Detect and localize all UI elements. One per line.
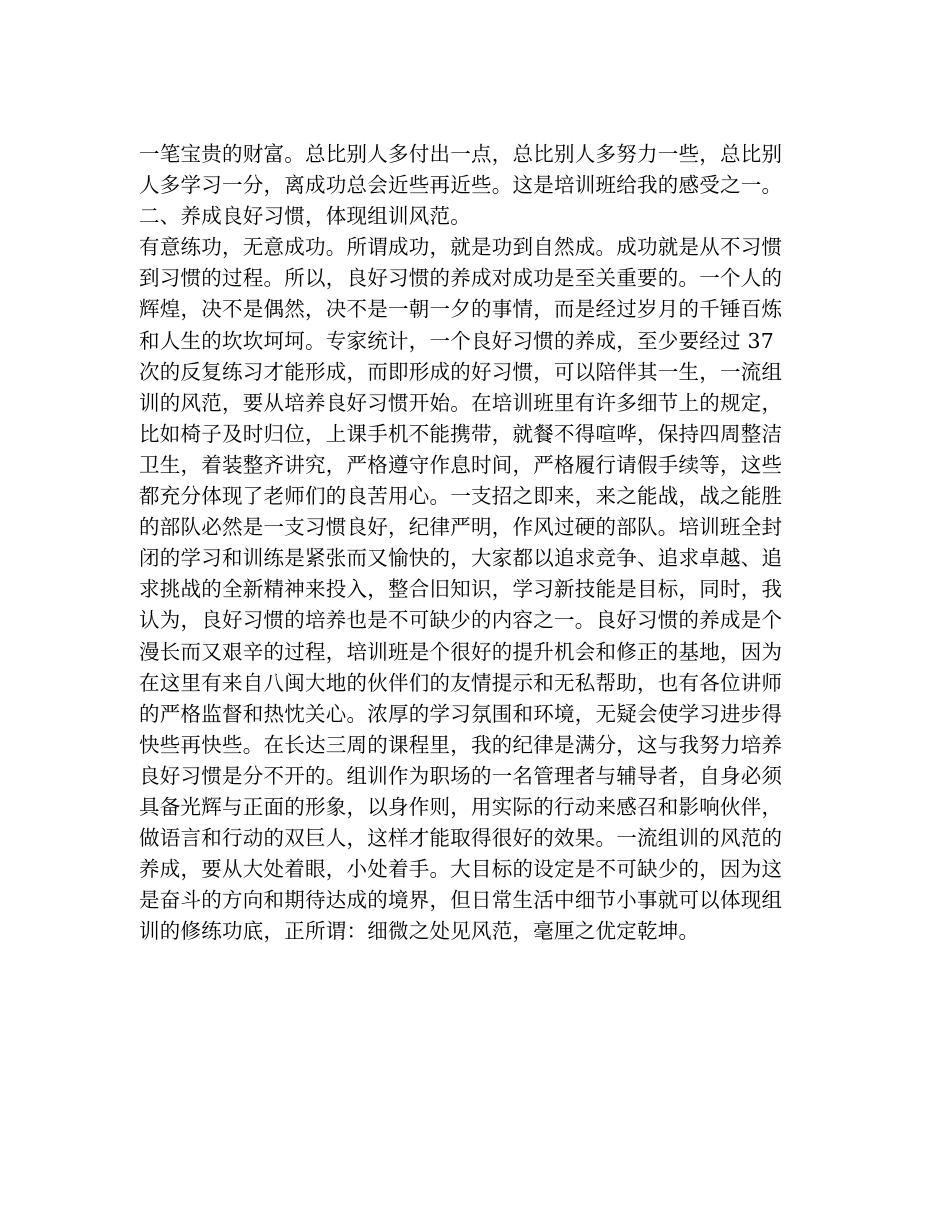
text-line-18: 在这里有来自八闽大地的伙伴们的友情提示和无私帮助，也有各位讲师 (139, 670, 783, 695)
text-line-16: 认为，良好习惯的培养也是不可缺少的内容之一。良好习惯的养成是个 (139, 608, 783, 633)
text-line-23: 做语言和行动的双巨人，这样才能取得很好的效果。一流组训的风范的 (139, 826, 783, 851)
text-line-11: 卫生，着装整齐讲究，严格遵守作息时间，严格履行请假手续等，这些 (139, 452, 783, 477)
text-line-4: 有意练功，无意成功。所谓成功，就是功到自然成。成功就是从不习惯 (139, 235, 783, 260)
text-line-8: 次的反复练习才能形成，而即形成的好习惯，可以陪伴其一生，一流组 (139, 359, 783, 384)
text-line-9: 训的风范，要从培养良好习惯开始。在培训班里有许多细节上的规定， (139, 390, 783, 415)
text-line-19: 的严格监督和热忱关心。浓厚的学习氛围和环境，无疑会使学习进步得 (139, 701, 783, 726)
text-line-2: 人多学习一分，离成功总会近些再近些。这是培训班给我的感受之一。 (139, 173, 783, 198)
text-line-26: 训的修练功底，正所谓：细微之处见风范，毫厘之优定乾坤。 (139, 919, 700, 944)
text-line-24: 养成，要从大处着眼，小处着手。大目标的设定是不可缺少的，因为这 (139, 857, 783, 882)
text-line-25: 是奋斗的方向和期待达成的境界，但日常生活中细节小事就可以体现组 (139, 888, 783, 913)
text-line-17: 漫长而又艰辛的过程，培训班是个很好的提升机会和修正的基地，因为 (139, 639, 783, 664)
text-line-20: 快些再快些。在长达三周的课程里，我的纪律是满分，这与我努力培养 (139, 732, 783, 757)
text-line-14: 闭的学习和训练是紧张而又愉快的，大家都以追求竞争、追求卓越、追 (139, 546, 783, 571)
text-line-12: 都充分体现了老师们的良苦用心。一支招之即来，来之能战，战之能胜 (139, 484, 783, 509)
text-line-1: 一笔宝贵的财富。总比别人多付出一点，总比别人多努力一些，总比别 (139, 142, 783, 166)
document-body (139, 139, 819, 947)
text-line-15: 求挑战的全新精神来投入，整合旧知识，学习新技能是目标，同时，我 (139, 577, 783, 602)
text-line-22: 具备光辉与正面的形象，以身作则，用实际的行动来感召和影响伙伴， (139, 794, 783, 819)
text-line-5: 到习惯的过程。所以，良好习惯的养成对成功是至关重要的。一个人的 (139, 266, 783, 291)
text-line-10: 比如椅子及时归位，上课手机不能携带，就餐不得喧哗，保持四周整洁 (139, 421, 783, 446)
text-line-13: 的部队必然是一支习惯良好，纪律严明，作风过硬的部队。培训班全封 (139, 515, 783, 540)
text-line-6: 辉煌，决不是偶然，决不是一朝一夕的事情，而是经过岁月的千锤百炼 (139, 297, 783, 322)
text-line-7: 和人生的坎坎坷坷。专家统计，一个良好习惯的养成，至少要经过 37 (139, 328, 775, 353)
text-line-21: 良好习惯是分不开的。组训作为职场的一名管理者与辅导者，自身必须 (139, 763, 783, 788)
section-heading: 二、养成良好习惯，体现组训风范。 (139, 204, 471, 229)
